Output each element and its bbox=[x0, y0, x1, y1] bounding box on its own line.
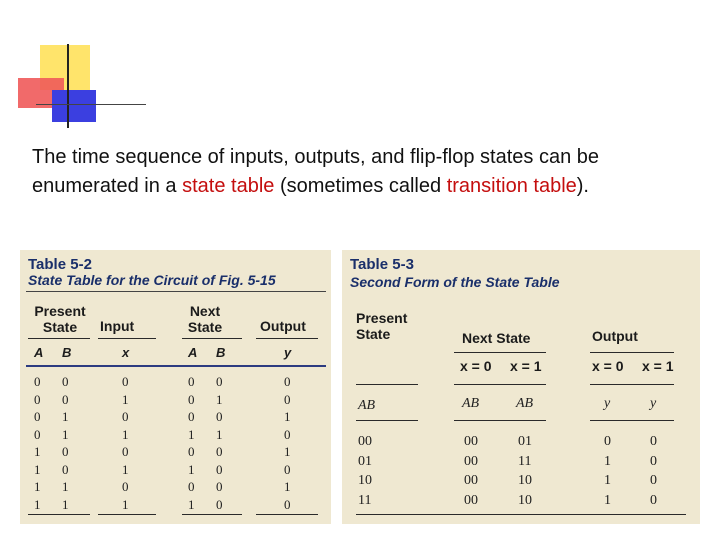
table-cell: 1 bbox=[216, 391, 223, 407]
table-cell: 0 bbox=[650, 434, 657, 449]
subheader-y-x0: y bbox=[604, 396, 611, 411]
table-cell: 0 bbox=[650, 453, 657, 469]
header-rule bbox=[26, 365, 326, 367]
table-cell: 0 bbox=[188, 374, 195, 389]
header-next-state: Next State bbox=[462, 330, 531, 346]
table-cell: 1 bbox=[62, 496, 69, 512]
table-cell: 1 bbox=[34, 496, 41, 512]
table-cell: 10 bbox=[358, 473, 372, 488]
table-cell: 1 bbox=[604, 453, 611, 469]
header-present-state: Present State bbox=[34, 303, 86, 335]
table-cell: 1 bbox=[284, 409, 291, 424]
table-cell: 0 bbox=[216, 444, 223, 459]
table-cell: 1 bbox=[216, 426, 223, 442]
subheader-y-x1: y bbox=[650, 396, 657, 411]
rule bbox=[182, 514, 242, 515]
rule bbox=[356, 420, 418, 421]
rule bbox=[454, 352, 546, 353]
table-cell: 00 bbox=[464, 473, 478, 488]
table-cell: 0 bbox=[122, 444, 129, 459]
subheader-b-next: B bbox=[216, 345, 226, 360]
table-cell: 0 bbox=[216, 461, 223, 477]
table-cell: 00 bbox=[464, 492, 478, 508]
decor-blue-square bbox=[52, 90, 96, 122]
para-text-2: (sometimes called bbox=[274, 175, 447, 197]
rule bbox=[256, 514, 318, 515]
table-cell: 1 bbox=[188, 461, 195, 477]
subheader-x: x bbox=[122, 345, 130, 360]
table-cell: 0 bbox=[216, 496, 223, 512]
table-cell: 0 bbox=[34, 391, 41, 407]
table-cell: 1 bbox=[188, 496, 195, 512]
table-cell: 0 bbox=[284, 461, 291, 477]
table-caption: State Table for the Circuit of Fig. 5-15 bbox=[28, 272, 276, 288]
rule bbox=[28, 338, 90, 339]
subheader-y: y bbox=[284, 345, 292, 360]
subheader-next-ab-x1: AB bbox=[516, 396, 534, 411]
table-label: Table 5-2 bbox=[28, 256, 92, 273]
table-cell: 1 bbox=[122, 391, 129, 407]
rule bbox=[590, 352, 674, 353]
table-cell: 0 bbox=[216, 374, 223, 389]
rule bbox=[182, 338, 242, 339]
table-cell: 0 bbox=[188, 391, 195, 407]
table-5-3-image bbox=[342, 250, 700, 524]
header-next-state: Next State bbox=[187, 303, 223, 335]
table-cell: 1 bbox=[188, 426, 195, 442]
para-text-3: ). bbox=[576, 175, 589, 197]
table-cell: 1 bbox=[122, 461, 129, 477]
decor-vertical-line bbox=[67, 44, 69, 128]
table-cell: 0 bbox=[62, 374, 69, 389]
table-caption: Second Form of the State Table bbox=[350, 274, 560, 290]
subheader-next-ab-x0: AB bbox=[462, 396, 480, 411]
table-cell: 11 bbox=[358, 492, 372, 508]
rule bbox=[590, 384, 674, 385]
condition-next-x1: x = 1 bbox=[510, 358, 542, 374]
table-cell: 0 bbox=[122, 409, 129, 424]
table-cell: 0 bbox=[284, 496, 291, 512]
table-cell: 01 bbox=[358, 453, 372, 469]
table-cell: 0 bbox=[188, 479, 195, 494]
table-cell: 0 bbox=[122, 479, 129, 494]
table-cell: 1 bbox=[604, 492, 611, 508]
subheader-a: A bbox=[34, 345, 44, 360]
decor-horizontal-line bbox=[36, 104, 146, 105]
table-cell: 01 bbox=[518, 434, 532, 449]
table-cell: 1 bbox=[34, 461, 41, 477]
table-cell: 0 bbox=[34, 426, 41, 442]
term-state-table: state table bbox=[182, 175, 275, 197]
table-cell: 1 bbox=[284, 444, 291, 459]
table-cell: 0 bbox=[62, 391, 69, 407]
table-cell: 0 bbox=[650, 473, 657, 488]
table-cell: 0 bbox=[650, 492, 657, 508]
subheader-present-ab: AB bbox=[358, 398, 376, 413]
bottom-rule bbox=[356, 514, 686, 515]
condition-out-x1: x = 1 bbox=[642, 358, 674, 374]
table-cell: 10 bbox=[518, 473, 532, 488]
subheader-b: B bbox=[62, 345, 72, 360]
table-cell: 0 bbox=[216, 479, 223, 494]
header-output: Output bbox=[592, 328, 638, 344]
table-cell: 00 bbox=[464, 434, 478, 449]
table-cell: 0 bbox=[62, 461, 69, 477]
table-cell: 0 bbox=[62, 444, 69, 459]
table-cell: 1 bbox=[62, 479, 69, 494]
table-cell: 0 bbox=[188, 409, 195, 424]
table-cell: 1 bbox=[62, 409, 69, 424]
header-output: Output bbox=[260, 318, 306, 334]
table-cell: 0 bbox=[216, 409, 223, 424]
subheader-a-next: A bbox=[188, 345, 198, 360]
table-cell: 0 bbox=[34, 409, 41, 424]
rule bbox=[98, 514, 156, 515]
table-5-2-image bbox=[20, 250, 331, 524]
condition-next-x0: x = 0 bbox=[460, 358, 492, 374]
condition-out-x0: x = 0 bbox=[592, 358, 624, 374]
rule bbox=[590, 420, 674, 421]
table-cell: 00 bbox=[358, 434, 372, 449]
header-present-state: Present State bbox=[356, 310, 408, 342]
table-cell: 0 bbox=[284, 374, 291, 389]
table-cell: 1 bbox=[284, 479, 291, 494]
table-cell: 0 bbox=[34, 374, 41, 389]
rule bbox=[356, 384, 418, 385]
table-cell: 11 bbox=[518, 453, 532, 469]
caption-rule bbox=[26, 291, 326, 292]
table-label: Table 5-3 bbox=[350, 256, 414, 273]
table-cell: 1 bbox=[604, 473, 611, 488]
body-paragraph bbox=[32, 143, 672, 201]
table-cell: 0 bbox=[284, 426, 291, 442]
table-cell: 1 bbox=[122, 496, 129, 512]
rule bbox=[28, 514, 90, 515]
table-cell: 10 bbox=[518, 492, 532, 508]
table-cell: 1 bbox=[62, 426, 69, 442]
rule bbox=[256, 338, 318, 339]
rule bbox=[454, 420, 546, 421]
rule bbox=[98, 338, 156, 339]
table-cell: 0 bbox=[284, 391, 291, 407]
header-input: Input bbox=[100, 318, 135, 334]
table-cell: 1 bbox=[34, 479, 41, 494]
table-cell: 0 bbox=[122, 374, 129, 389]
table-cell: 0 bbox=[188, 444, 195, 459]
table-cell: 00 bbox=[464, 453, 478, 469]
term-transition-table: transition table bbox=[446, 175, 577, 197]
rule bbox=[454, 384, 546, 385]
table-cell: 1 bbox=[122, 426, 129, 442]
para-text-1: The time sequence of inputs, outputs, and flip-flop states can be enumerated in a bbox=[32, 146, 600, 197]
table-cell: 0 bbox=[604, 434, 611, 449]
table-cell: 1 bbox=[34, 444, 41, 459]
